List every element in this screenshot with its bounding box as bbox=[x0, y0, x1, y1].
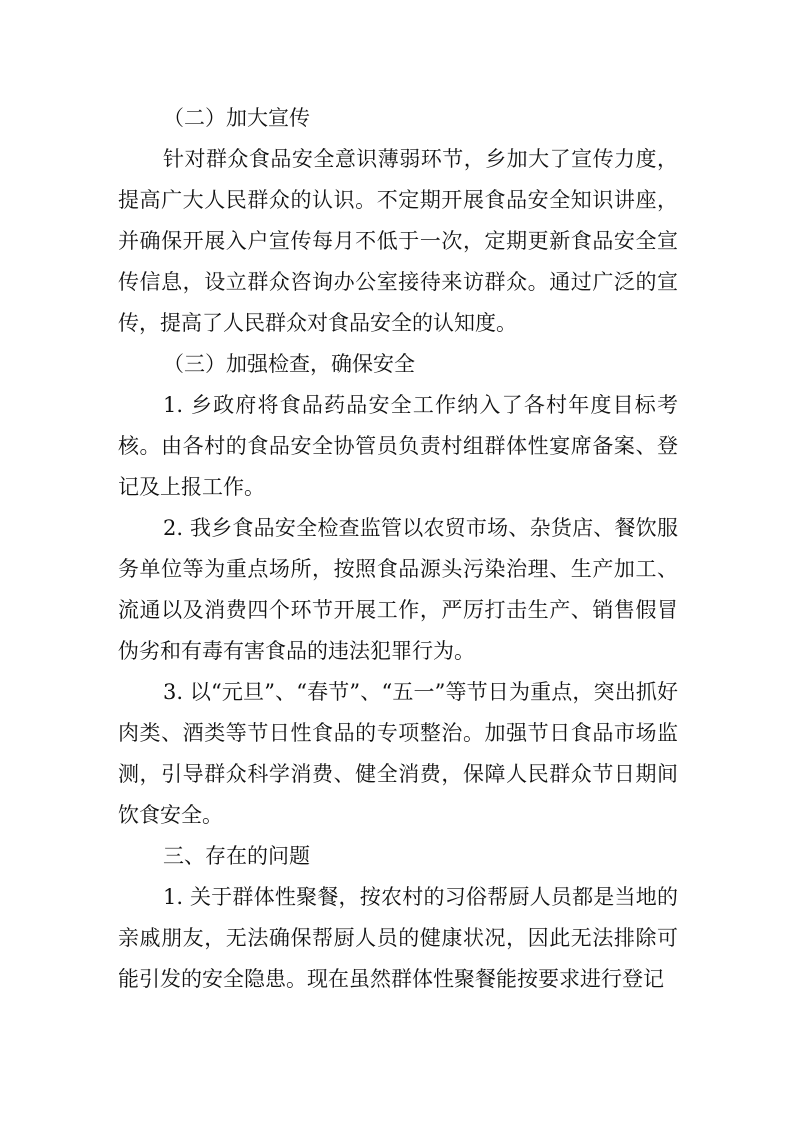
paragraph-publicity: 针对群众食品安全意识薄弱环节，乡加大了宣传力度，提高广大人民群众的认识。不定期开展食品安全知识讲座，并确保开展入户宣传每月不低于一次，定期更新食品安全宣传信息，设立群众咨询办公室接待来访群众。通过广泛的宣传，提高了人民群众对食品安全的认知度。 bbox=[118, 147, 678, 335]
section-heading-problems: 三、存在的问题 bbox=[163, 844, 310, 868]
paragraph-inspection-item-3: 3. 以“元旦”、“春节”、“五一”等节日为重点，突出抓好肉类、酒类等节日性食品的专项整治。加强节日食品市场监测，引导群众科学消费、健全消费，保障人民群众节日期间饮食安全。 bbox=[118, 680, 678, 827]
paragraph-problems-item-1: 1. 关于群体性聚餐，按农村的习俗帮厨人员都是当地的亲戚朋友，无法确保帮厨人员的健康状况，因此无法排除可能引发的安全隐患。现在虽然群体性聚餐能按要求进行登记 bbox=[118, 885, 678, 991]
paragraph-inspection-item-2: 2. 我乡食品安全检查监管以农贸市场、杂货店、餐饮服务单位等为重点场所，按照食品源头污染治理、生产加工、流通以及消费四个环节开展工作，严厉打击生产、销售假冒伪劣和有毒有害食品的违法犯罪行为。 bbox=[118, 516, 678, 663]
section-heading-publicity: （二）加大宣传 bbox=[163, 106, 310, 130]
document-body bbox=[118, 98, 678, 1000]
paragraph-inspection-item-1: 1. 乡政府将食品药品安全工作纳入了各村年度目标考核。由各村的食品安全协管员负责村组群体性宴席备案、登记及上报工作。 bbox=[118, 393, 678, 499]
section-heading-inspection: （三）加强检查，确保安全 bbox=[163, 352, 415, 376]
